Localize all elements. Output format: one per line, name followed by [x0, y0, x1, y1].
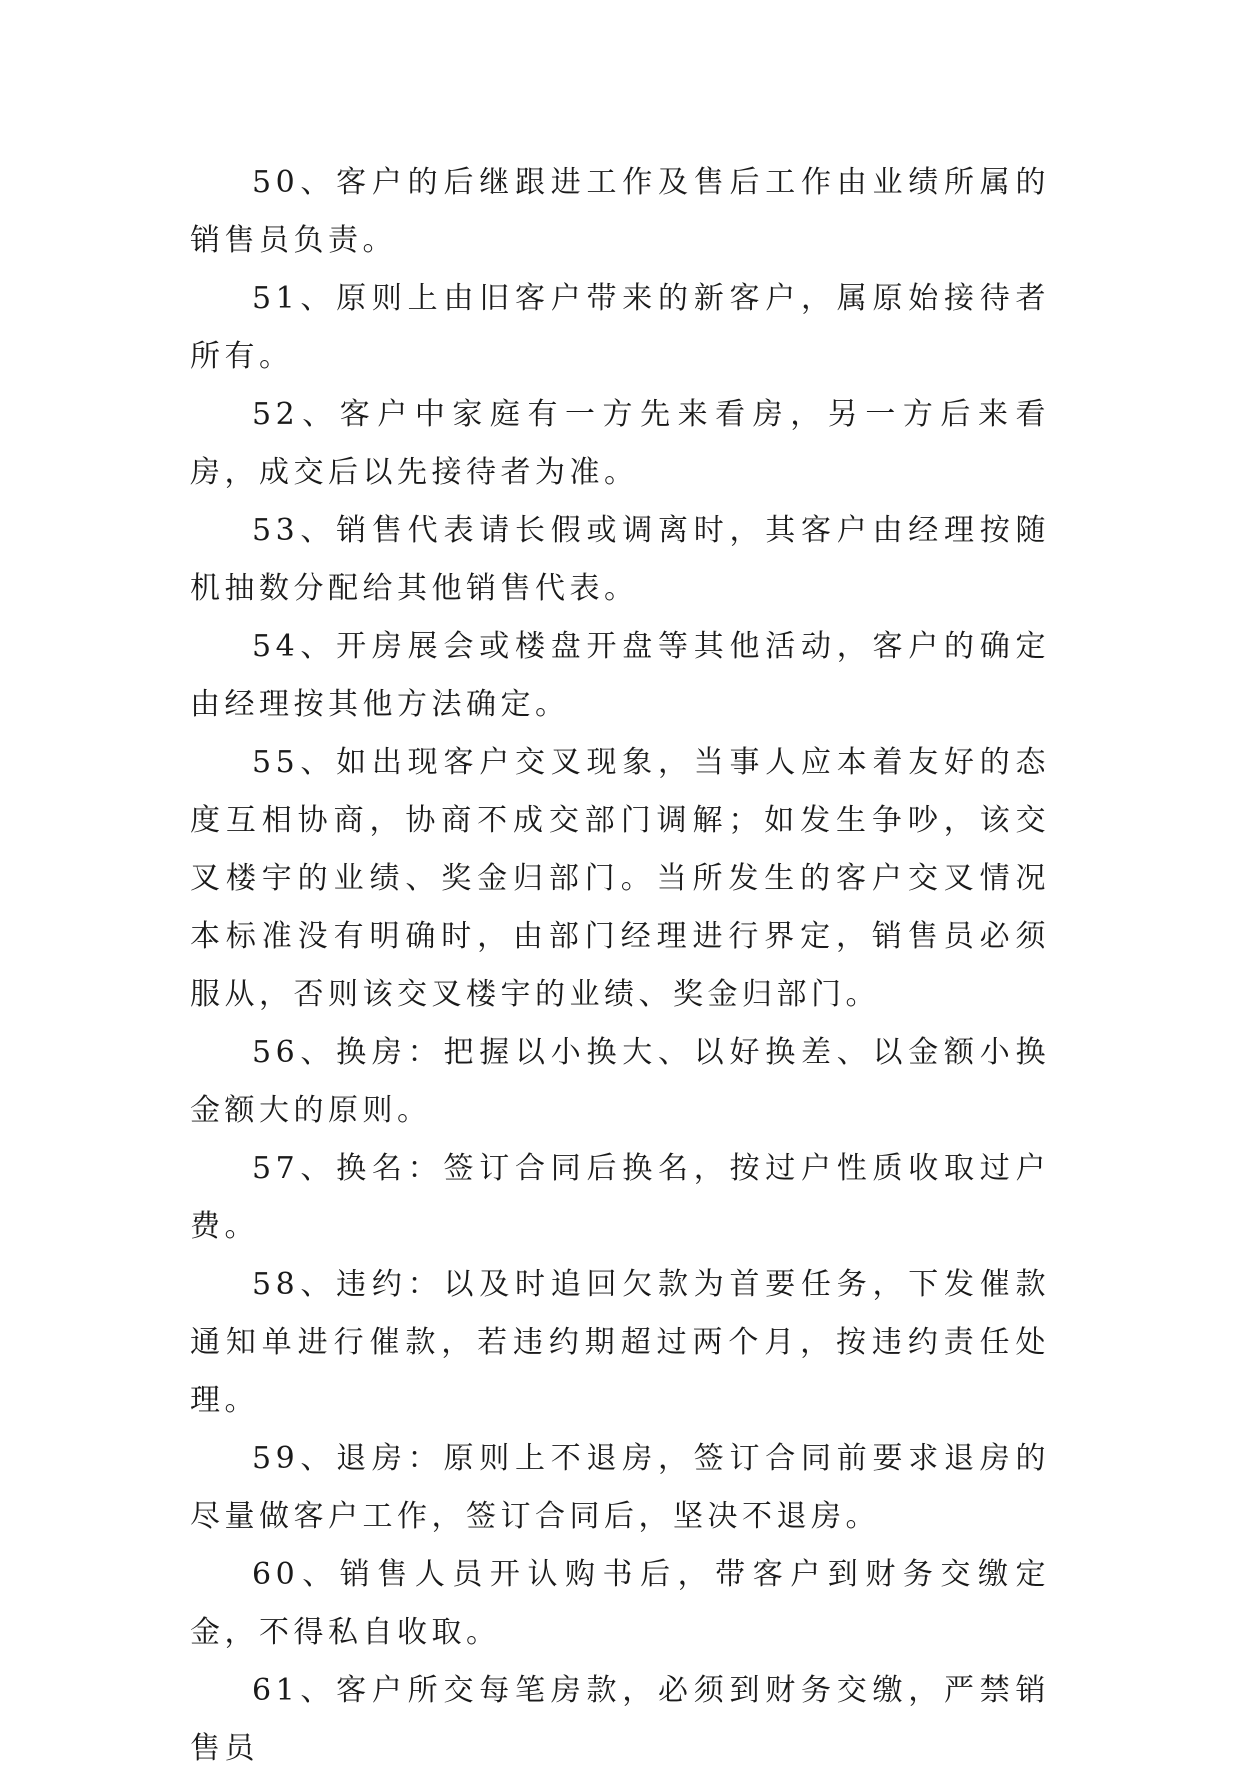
paragraph-57: 57、换名：签订合同后换名，按过户性质收取过户费。 [190, 1151, 1050, 1244]
paragraph-51: 51、原则上由旧客户带来的新客户，属原始接待者所有。 [190, 281, 1050, 374]
paragraph-50: 50、客户的后继跟进工作及售后工作由业绩所属的销售员负责。 [190, 165, 1050, 258]
paragraph-53: 53、销售代表请长假或调离时，其客户由经理按随机抽数分配给其他销售代表。 [190, 513, 1050, 606]
paragraph-59: 59、退房：原则上不退房，签订合同前要求退房的尽量做客户工作，签订合同后，坚决不退房。 [190, 1441, 1050, 1534]
document-body [190, 154, 1050, 1778]
paragraph-52: 52、客户中家庭有一方先来看房，另一方后来看房，成交后以先接待者为准。 [190, 397, 1050, 490]
paragraph-58: 58、违约：以及时追回欠款为首要任务，下发催款通知单进行催款，若违约期超过两个月，按违约责任处理。 [190, 1267, 1050, 1418]
paragraph-61: 61、客户所交每笔房款，必须到财务交缴，严禁销售员 [190, 1673, 1050, 1766]
paragraph-56: 56、换房：把握以小换大、以好换差、以金额小换金额大的原则。 [190, 1035, 1050, 1128]
paragraph-55: 55、如出现客户交叉现象，当事人应本着友好的态度互相协商，协商不成交部门调解；如发生争吵，该交叉楼宇的业绩、奖金归部门。当所发生的客户交叉情况本标准没有明确时，由部门经理进行界定，销售员必须服从，否则该交叉楼宇的业绩、奖金归部门。 [190, 745, 1050, 1012]
paragraph-54: 54、开房展会或楼盘开盘等其他活动，客户的确定由经理按其他方法确定。 [190, 629, 1050, 722]
paragraph-60: 60、销售人员开认购书后，带客户到财务交缴定金，不得私自收取。 [190, 1557, 1050, 1650]
